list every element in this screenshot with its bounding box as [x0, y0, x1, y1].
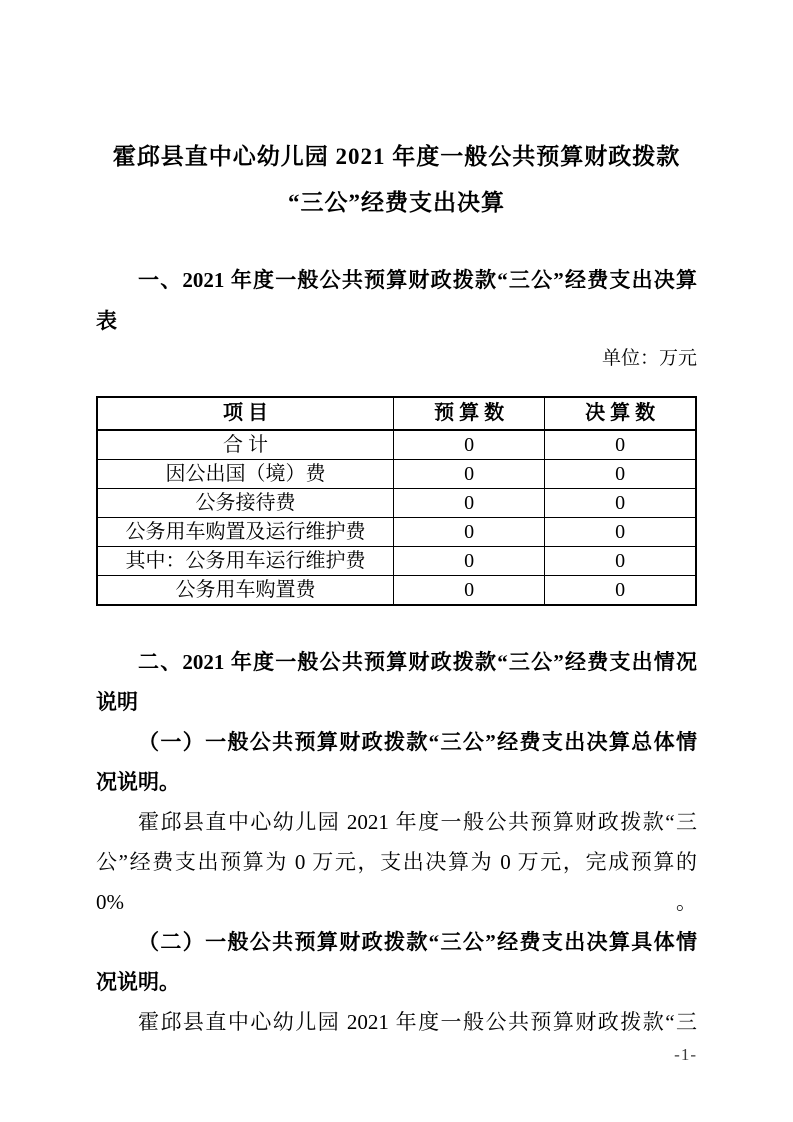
table-cell-final: 0	[545, 576, 696, 606]
table-cell-budget: 0	[394, 576, 545, 606]
table-cell-final: 0	[545, 518, 696, 547]
section2-sub2-line-1: （二）一般公共预算财政拨款“三公”经费支出决算具体情	[138, 930, 697, 954]
table-cell-budget: 0	[394, 460, 545, 489]
table-header-final: 决 算 数	[545, 397, 696, 430]
section1-heading-line-2: 表	[96, 309, 117, 333]
section2-para1-line-2: 公”经费支出预算为 0 万元，支出决算为 0 万元，完成预算的 0%。	[96, 850, 697, 914]
table-cell-item: 公务接待费	[97, 489, 394, 518]
expense-table	[96, 396, 697, 606]
table-cell-budget: 0	[394, 430, 545, 460]
section2-heading-line-2: 说明	[96, 690, 138, 714]
section1-heading	[96, 260, 697, 342]
table-row-vehicle-maintenance	[97, 547, 696, 576]
table-cell-final: 0	[545, 489, 696, 518]
table-row-vehicle-purchase	[97, 576, 696, 606]
title-line-1: 霍邱县直中心幼儿园 2021 年度一般公共预算财政拨款	[112, 144, 681, 169]
table-row-total	[97, 430, 696, 460]
table-cell-final: 0	[545, 547, 696, 576]
title-line-2: “三公”经费支出决算	[288, 190, 505, 215]
table-cell-final: 0	[545, 430, 696, 460]
document-title	[96, 0, 697, 226]
section2-sub1-line-1: （一）一般公共预算财政拨款“三公”经费支出决算总体情	[138, 730, 697, 754]
page-number: -1-	[674, 1045, 697, 1064]
table-cell-budget: 0	[394, 547, 545, 576]
table-cell-item: 其中：公务用车运行维护费	[97, 547, 394, 576]
section2-sub1-line-2: 况说明。	[96, 770, 180, 794]
table-row-vehicle-total	[97, 518, 696, 547]
table-cell-budget: 0	[394, 489, 545, 518]
unit-label: 单位：万元	[601, 348, 697, 369]
table-cell-item: 公务用车购置费	[97, 576, 394, 606]
table-cell-item: 公务用车购置及运行维护费	[97, 518, 394, 547]
section2-sub2-line-2: 况说明。	[96, 970, 180, 994]
table-header-row	[97, 397, 696, 430]
document-content	[96, 0, 697, 1066]
table-row-abroad	[97, 460, 696, 489]
table-cell-item: 因公出国（境）费	[97, 460, 394, 489]
table-cell-final: 0	[545, 460, 696, 489]
section1-heading-line-1: 一、2021 年度一般公共预算财政拨款“三公”经费支出决算	[138, 268, 697, 292]
table-cell-item: 合 计	[97, 430, 394, 460]
table-row-reception	[97, 489, 696, 518]
section2-para1-line-1: 霍邱县直中心幼儿园 2021 年度一般公共预算财政拨款“三	[138, 810, 697, 834]
table-header-item: 项 目	[97, 397, 394, 430]
table-header-budget: 预 算 数	[394, 397, 545, 430]
section2-para2-line-1: 霍邱县直中心幼儿园 2021 年度一般公共预算财政拨款“三	[138, 1010, 697, 1034]
table-cell-budget: 0	[394, 518, 545, 547]
section2-body	[96, 642, 697, 1042]
section2-heading-line-1: 二、2021 年度一般公共预算财政拨款“三公”经费支出情况	[138, 650, 697, 674]
